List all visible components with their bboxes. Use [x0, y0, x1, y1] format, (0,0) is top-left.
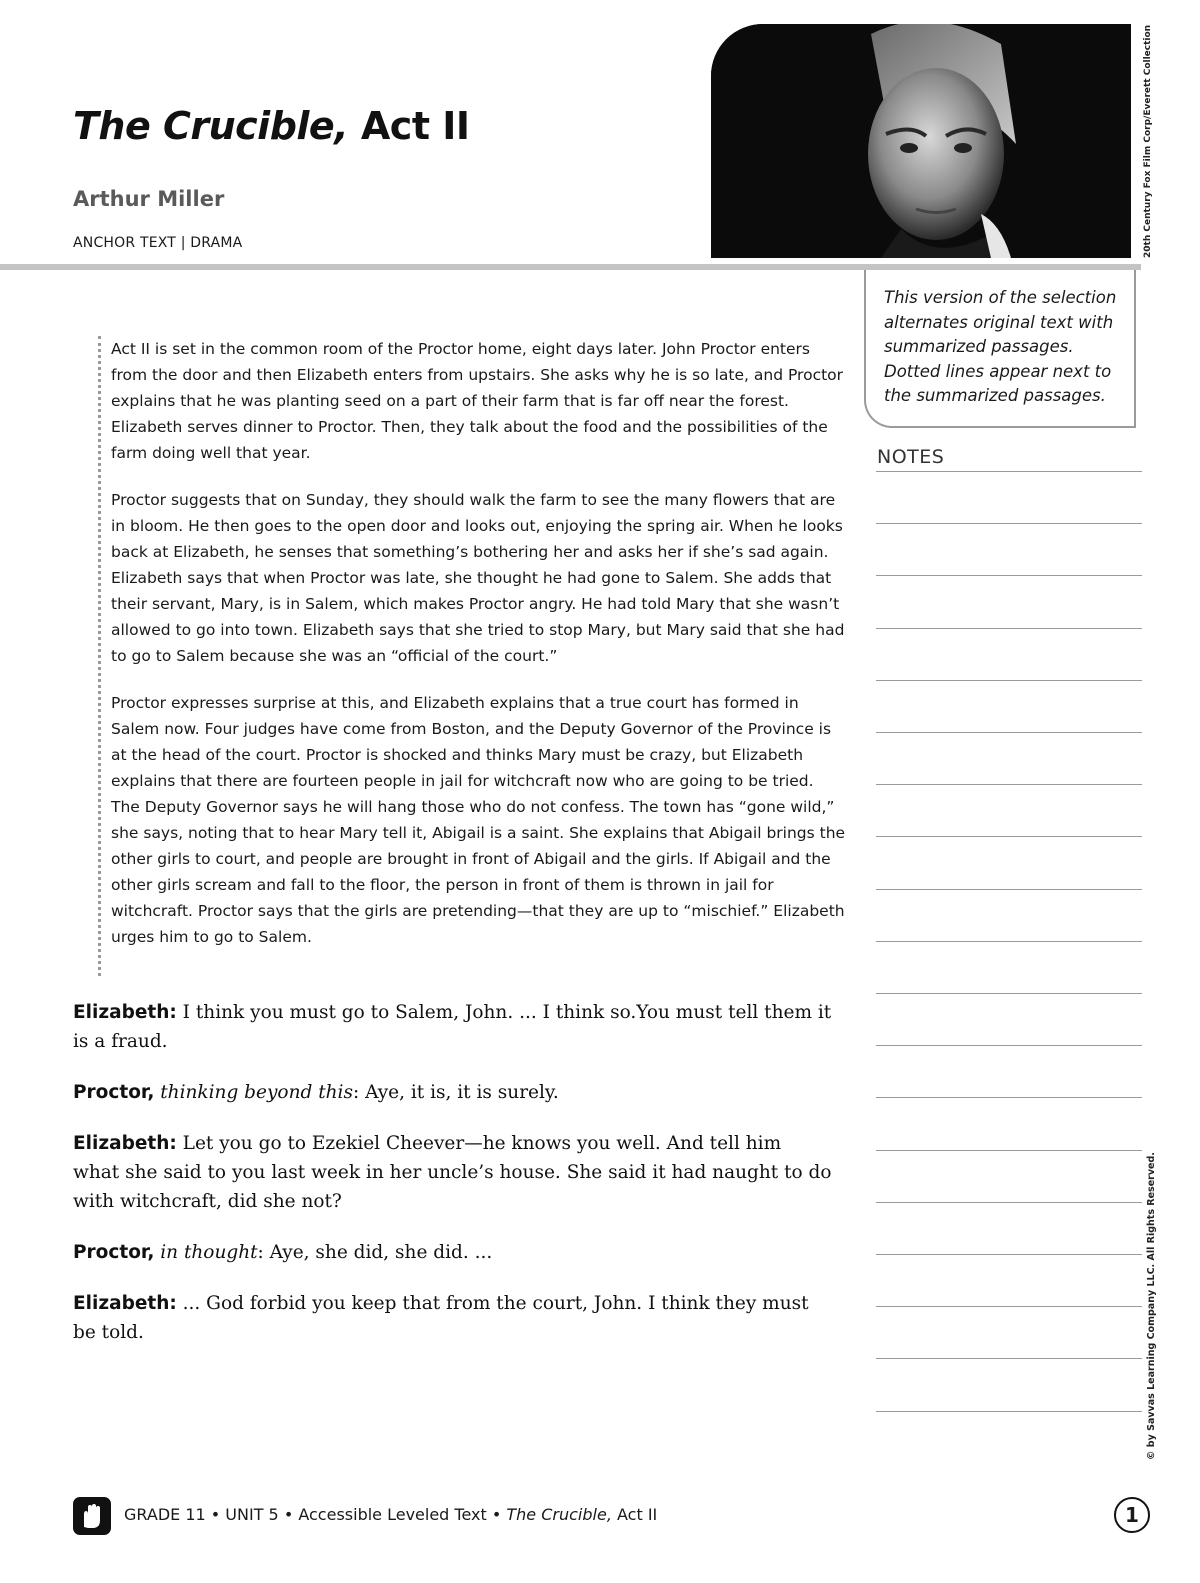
stage-direction: in thought — [154, 1242, 258, 1263]
notes-line — [876, 1202, 1142, 1203]
portrait-illustration — [711, 24, 1131, 258]
notes-line — [876, 889, 1142, 890]
dialogue-line — [73, 1129, 833, 1216]
notes-line — [876, 1150, 1142, 1151]
notes-line — [876, 1097, 1142, 1098]
footer-text: GRADE 11 • UNIT 5 • Accessible Leveled Text • The Crucible, Act II — [124, 1505, 658, 1524]
author-name: Arthur Miller — [73, 187, 225, 211]
summary-passage — [98, 336, 846, 976]
summary-paragraph: Act II is set in the common room of the Proctor home, eight days later. John Proctor enters from the door and then Elizabeth enters from upstairs. She asks why he is so late, and Proctor explains that he was planting seed on a part of their farm that is far off near the forest. Elizabeth serves dinner to Proctor. Then, they talk about the food and the possibilities of the farm doing well that year. — [111, 340, 844, 462]
dialogue — [73, 998, 833, 1369]
summary-paragraph: Proctor suggests that on Sunday, they should walk the farm to see the many flowers that are in bloom. He then goes to the open door and looks out, enjoying the spring air. When he looks back at Elizabeth, he senses that something’s bothering her and asks her if she’s sad again. Elizabeth says that when Proctor was late, she thought he had gone to Salem. She adds that their servant, Mary, is in Salem, which makes Proctor angry. He had told Mary that she wasn’t allowed to go into town. Elizabeth says that she tried to stop Mary, but Mary said that she had to go to Salem because she was an “official of the court.” — [111, 491, 845, 665]
speaker: Elizabeth: — [73, 1002, 177, 1023]
hand-icon — [73, 1497, 111, 1535]
notes-line — [876, 732, 1142, 733]
dialogue-text: Let you go to Ezekiel Cheever—he knows you well. And tell him what she said to you last week in her uncle’s house. She said it had naught to do with witchcraft, did she not? — [73, 1133, 832, 1212]
title-rest: Act II — [348, 104, 470, 148]
notes-line — [876, 1254, 1142, 1255]
speaker: Proctor, — [73, 1242, 155, 1263]
summary-paragraph: Proctor expresses surprise at this, and Elizabeth explains that a true court has formed in Salem now. Four judges have come from Boston, and the Deputy Governor of the Province is at the head of the court. Proctor is shocked and thinks Mary must be crazy, but Elizabeth explains that there are fourteen people in jail for witchcraft now who are going to be tried. The Deputy Governor says he will hang those who do not confess. The town has “gone wild,” she says, noting that to hear Mary tell it, Abigail is a saint. She explains that Abigail brings the other girls to court, and people are brought in front of Abigail and the girls. If Abigail and the other girls scream and fall to the floor, the person in front of them is thrown in jail for witchcraft. Proctor says that the girls are pretending—that they are up to “mischief.” Elizabeth urges him to go to Salem. — [111, 694, 846, 946]
copyright-notice: © by Savvas Learning Company LLC. All Rights Reserved. — [1146, 1152, 1157, 1460]
photo-credit: 20th Century Fox Film Corp/Everett Collection — [1143, 24, 1153, 258]
notes-line — [876, 575, 1142, 576]
speaker: Elizabeth: — [73, 1133, 177, 1154]
actress-photo — [711, 24, 1131, 258]
dialogue-line — [73, 1289, 833, 1347]
notes-line — [876, 1411, 1142, 1412]
notes-line — [876, 628, 1142, 629]
dialogue-line — [73, 1078, 833, 1107]
notes-line — [876, 941, 1142, 942]
stage-direction: thinking beyond this — [154, 1082, 353, 1103]
notes-line — [876, 680, 1142, 681]
page-footer — [73, 1497, 1153, 1537]
notes-line — [876, 836, 1142, 837]
notes-line — [876, 1045, 1142, 1046]
genre-label: ANCHOR TEXT | DRAMA — [73, 235, 243, 251]
dialogue-line — [73, 1238, 833, 1267]
notes-line — [876, 784, 1142, 785]
title-italic: The Crucible, — [73, 104, 349, 148]
speaker: Proctor, — [73, 1082, 155, 1103]
selection-callout: This version of the selection alternates original text with summarized passages. Dotted lines appear next to the summarized passages. — [864, 270, 1136, 428]
dialogue-text: I think you must go to Salem, John. ... I think so.You must tell them it is a fraud. — [73, 1002, 832, 1052]
page-number: 1 — [1114, 1497, 1150, 1533]
notes-line — [876, 1306, 1142, 1307]
dialogue-line — [73, 998, 833, 1056]
notes-line — [876, 471, 1142, 472]
page-title — [73, 104, 470, 148]
notes-line — [876, 1358, 1142, 1359]
dialogue-text: ... God forbid you keep that from the court, John. I think they must be told. — [73, 1293, 809, 1343]
dialogue-text: : Aye, she did, she did. ... — [257, 1242, 493, 1263]
dialogue-text: : Aye, it is, it is surely. — [352, 1082, 559, 1103]
speaker: Elizabeth: — [73, 1293, 177, 1314]
notes-title: NOTES — [877, 446, 945, 468]
notes-line — [876, 993, 1142, 994]
notes-line — [876, 523, 1142, 524]
